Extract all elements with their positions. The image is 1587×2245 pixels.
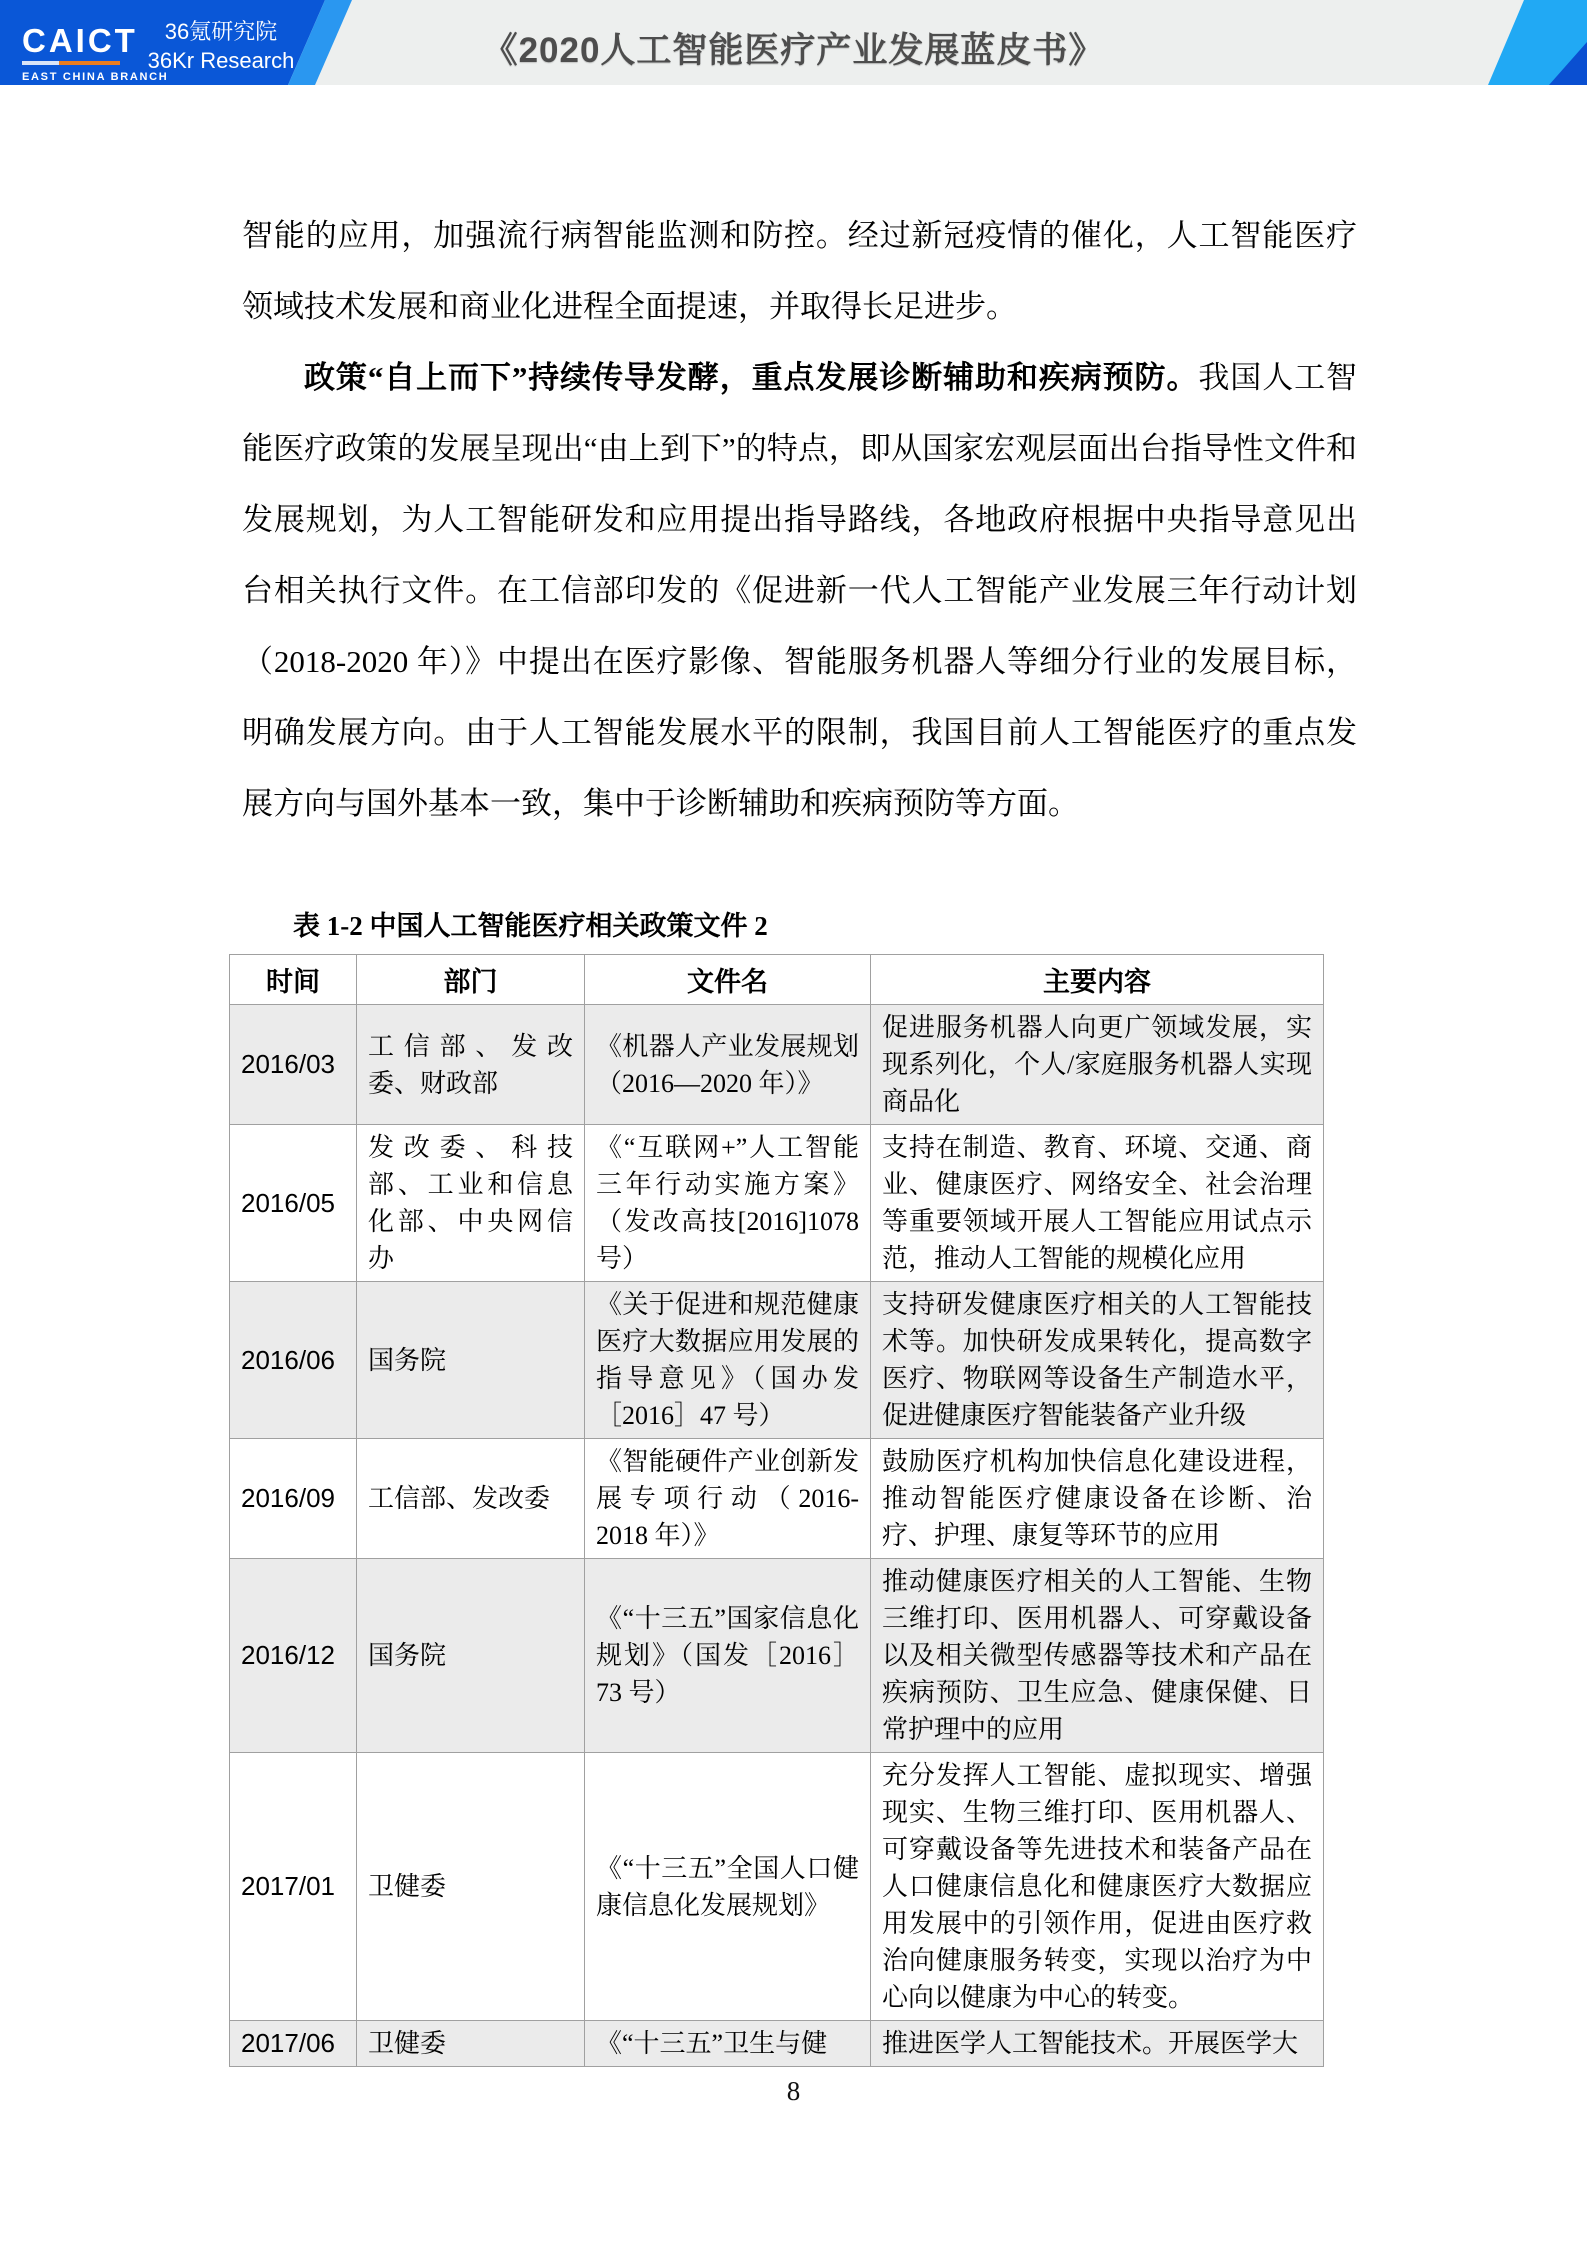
cell-content: 推进医学人工智能技术。开展医学大	[871, 2021, 1324, 2067]
column-header-time: 时间	[230, 955, 357, 1005]
cell-time: 2017/01	[230, 1753, 357, 2021]
paragraph-1-text: 智能的应用，加强流行病智能监测和防控。经过新冠疫情的催化，人工智能医疗领域技术发展和商业化进程全面提速，并取得长足进步。	[242, 218, 1357, 324]
cell-document: 《机器人产业发展规划（2016—2020 年）》	[585, 1005, 871, 1125]
table-row	[230, 1005, 1324, 1125]
cell-department: 国务院	[357, 1559, 585, 1753]
cell-content: 支持研发健康医疗相关的人工智能技术等。加快研发成果转化，提高数字医疗、物联网等设备生产制造水平，促进健康医疗智能装备产业升级	[871, 1282, 1324, 1439]
cell-time: 2017/06	[230, 2021, 357, 2067]
cell-content: 促进服务机器人向更广领域发展，实现系列化，个人/家庭服务机器人实现商品化	[871, 1005, 1324, 1125]
paragraph-1	[242, 200, 1357, 342]
cell-department: 卫健委	[357, 2021, 585, 2067]
cell-content: 推动健康医疗相关的人工智能、生物三维打印、医用机器人、可穿戴设备以及相关微型传感器等技术和产品在疾病预防、卫生应急、健康保健、日常护理中的应用	[871, 1559, 1324, 1753]
table-row	[230, 1125, 1324, 1282]
caict-branch-label: EAST CHINA BRANCH	[22, 71, 169, 83]
table-caption: 表 1-2 中国人工智能医疗相关政策文件 2	[293, 911, 768, 941]
cell-time: 2016/09	[230, 1439, 357, 1559]
paragraph-2-body: 我国人工智能医疗政策的发展呈现出“由上到下”的特点，即从国家宏观层面出台指导性文件和发展规划，为人工智能研发和应用提出指导路线，各地政府根据中央指导意见出台相关执行文件。在工信部印发的《促进新一代人工智能产业发展三年行动计划（2018-2020 年）》中提出在医疗影像、智能服务机器人等细分行业的发展目标，明确发展方向。由于人工智能发展水平的限制，我国目前人工智能医疗的重点发展方向与国外基本一致，集中于诊断辅助和疾病预防等方面。	[242, 360, 1358, 821]
cell-time: 2016/05	[230, 1125, 357, 1282]
column-header-content: 主要内容	[871, 955, 1324, 1005]
column-header-department: 部门	[357, 955, 585, 1005]
org-name-en: 36Kr Research	[147, 48, 295, 73]
paragraph-2	[242, 342, 1357, 839]
page-number: 8	[786, 2076, 801, 2106]
org-name-cn: 36氪研究院	[164, 19, 278, 44]
document-title: 《2020人工智能医疗产业发展蓝皮书》	[482, 31, 1105, 70]
cell-document: 《关于促进和规范健康医疗大数据应用发展的指导意见》（国办发［2016］47 号）	[585, 1282, 871, 1439]
column-header-document: 文件名	[585, 955, 871, 1005]
policy-table-section	[229, 908, 1323, 2067]
cell-document: 《“十三五”国家信息化规划》（国发［2016］73 号）	[585, 1559, 871, 1753]
cell-department: 工信部、发改委、财政部	[357, 1005, 585, 1125]
cell-time: 2016/03	[230, 1005, 357, 1125]
cell-document: 《“十三五”卫生与健	[585, 2021, 871, 2067]
paragraph-2-bold-lead: 政策“自上而下”持续传导发酵，重点发展诊断辅助和疾病预防。	[304, 360, 1199, 395]
cell-content: 充分发挥人工智能、虚拟现实、增强现实、生物三维打印、医用机器人、可穿戴设备等先进技术和装备产品在人口健康信息化和健康医疗大数据应用发展中的引领作用，促进由医疗救治向健康服务转变，实现以治疗为中心向以健康为中心的转变。	[871, 1753, 1324, 2021]
cell-content: 支持在制造、教育、环境、交通、商业、健康医疗、网络安全、社会治理等重要领域开展人工智能应用试点示范，推动人工智能的规模化应用	[871, 1125, 1324, 1282]
cell-time: 2016/12	[230, 1559, 357, 1753]
cell-department: 国务院	[357, 1282, 585, 1439]
table-row	[230, 1282, 1324, 1439]
page-header	[0, 0, 1587, 85]
cell-document: 《智能硬件产业创新发展专项行动（2016-2018 年）》	[585, 1439, 871, 1559]
table-header-row	[230, 955, 1324, 1005]
cell-department: 发改委、科技部、工业和信息化部、中央网信办	[357, 1125, 585, 1282]
table-row	[230, 1559, 1324, 1753]
table-row	[230, 1439, 1324, 1559]
policy-table	[229, 954, 1324, 2067]
caict-logo-text: CAICT	[22, 22, 138, 59]
cell-content: 鼓励医疗机构加快信息化建设进程，推动智能医疗健康设备在诊断、治疗、护理、康复等环节的应用	[871, 1439, 1324, 1559]
page-content	[0, 200, 1587, 2106]
cell-department: 工信部、发改委	[357, 1439, 585, 1559]
cell-time: 2016/06	[230, 1282, 357, 1439]
cell-document: 《“十三五”全国人口健康信息化发展规划》	[585, 1753, 871, 2021]
cell-department: 卫健委	[357, 1753, 585, 2021]
table-row	[230, 1753, 1324, 2021]
table-row	[230, 2021, 1324, 2067]
cell-document: 《“互联网+”人工智能三年行动实施方案》（发改高技[2016]1078 号）	[585, 1125, 871, 1282]
